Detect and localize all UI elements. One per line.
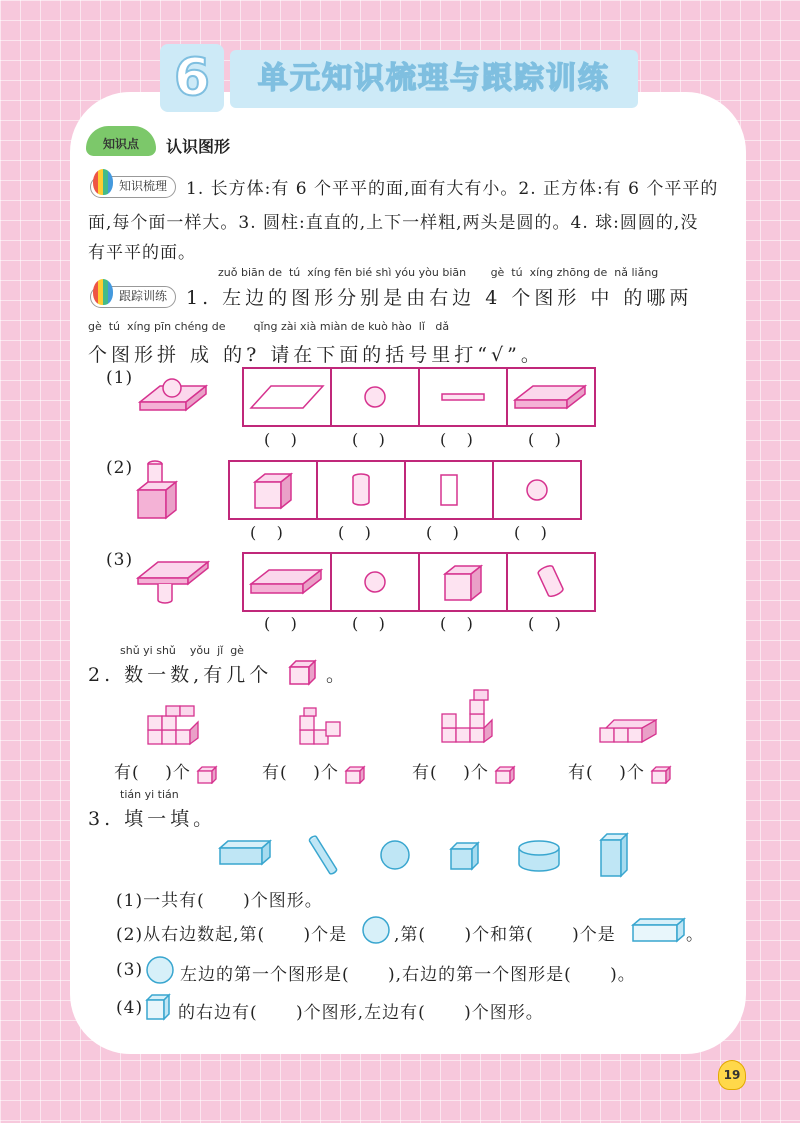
summary-tag-label: 知识梳理 bbox=[119, 179, 168, 193]
cube-icon bbox=[344, 764, 366, 784]
item-3-blank-1[interactable]: ( ) bbox=[264, 614, 297, 633]
cube-icon bbox=[144, 992, 172, 1022]
summary-tag bbox=[90, 176, 176, 198]
item-1-blank-2[interactable]: ( ) bbox=[352, 430, 385, 449]
cuboid-icon bbox=[630, 916, 688, 944]
item-1-label: (1) bbox=[106, 368, 134, 388]
item-2-options bbox=[228, 460, 582, 520]
q2-answer-4-text[interactable]: 有( )个 bbox=[568, 763, 645, 783]
q1-line-1: 1. 左边的图形分别是由右边 4 个图形 中 的哪两 bbox=[186, 287, 693, 309]
q2-answer-2-text[interactable]: 有( )个 bbox=[262, 763, 339, 783]
item-2-blank-2[interactable]: ( ) bbox=[338, 523, 371, 542]
q3-sub-4a: (4) bbox=[116, 998, 144, 1018]
item-3-label: (3) bbox=[106, 550, 134, 570]
item-3-blank-4[interactable]: ( ) bbox=[528, 614, 561, 633]
q1-line-2: 个图形拼 成 的? 请在下面的括号里打“√”。 bbox=[88, 344, 544, 366]
cube-shape bbox=[448, 840, 482, 872]
q2-pinyin: shǔ yi shǔ yǒu jǐ gè bbox=[120, 644, 244, 657]
q3-line: 3. 填一填。 bbox=[88, 808, 217, 830]
option-flat-cuboid[interactable] bbox=[244, 554, 332, 610]
item-1-options bbox=[242, 367, 596, 427]
item-2-label: (2) bbox=[106, 458, 134, 478]
summary-line-1: 1. 长方体:有 6 个平平的面,面有大有小。2. 正方体:有 6 个平平的 bbox=[186, 179, 719, 199]
q1-pinyin-1: zuǒ biān de tú xíng fēn bié shì yóu yòu biān gè tú xíng zhōng de nǎ liǎng bbox=[218, 266, 659, 279]
q2-answer-2 bbox=[262, 758, 366, 784]
option-bar[interactable] bbox=[420, 369, 508, 425]
option-tilted-cylinder[interactable] bbox=[508, 554, 594, 610]
short-cylinder-shape bbox=[516, 838, 562, 874]
cube-icon bbox=[196, 764, 218, 784]
q2-answer-1 bbox=[114, 758, 218, 784]
q3-pinyin: tián yi tián bbox=[120, 788, 179, 801]
page-number: 19 bbox=[718, 1060, 746, 1090]
q2-answer-1-text[interactable]: 有( )个 bbox=[114, 763, 191, 783]
balloon-icon bbox=[93, 169, 113, 195]
option-flat-cuboid[interactable] bbox=[508, 369, 594, 425]
option-cylinder[interactable] bbox=[318, 462, 406, 518]
cube-group-4 bbox=[598, 714, 660, 746]
q3-sub-3a: (3) bbox=[116, 960, 144, 980]
option-sphere[interactable] bbox=[332, 554, 420, 610]
tall-cuboid-shape bbox=[598, 832, 630, 878]
q3-sub-2b[interactable]: ,第( )个和第( )个是 bbox=[394, 925, 616, 945]
cube-group-3 bbox=[440, 688, 498, 746]
q2-answer-3-text[interactable]: 有( )个 bbox=[412, 763, 489, 783]
training-tag-label: 跟踪训练 bbox=[119, 289, 168, 303]
unit-number: 6 bbox=[160, 44, 224, 112]
unit-header bbox=[160, 44, 638, 112]
summary-line-2: 面,每个面一样大。3. 圆柱:直直的,上下一样粗,两头是圆的。4. 球:圆圆的,没 bbox=[88, 213, 699, 233]
cube-group-2 bbox=[298, 706, 346, 746]
item-1-blank-1[interactable]: ( ) bbox=[264, 430, 297, 449]
option-thin-rectangle[interactable] bbox=[244, 369, 332, 425]
item-3-options bbox=[242, 552, 596, 612]
training-tag bbox=[90, 286, 176, 308]
option-cube[interactable] bbox=[230, 462, 318, 518]
q2-end: 。 bbox=[326, 664, 350, 686]
q3-sub-2c: 。 bbox=[686, 925, 704, 945]
q3-sub-4b[interactable]: 的右边有( )个图形,左边有( )个图形。 bbox=[178, 1003, 544, 1023]
balloon-icon bbox=[93, 279, 113, 305]
sphere-icon bbox=[144, 954, 176, 986]
knowledge-point-badge: 知识点 bbox=[86, 126, 156, 156]
q2-answer-3 bbox=[412, 758, 516, 784]
sphere-icon bbox=[360, 914, 392, 946]
option-cube[interactable] bbox=[420, 554, 508, 610]
item-3-composite-shape bbox=[136, 556, 212, 606]
item-1-blank-4[interactable]: ( ) bbox=[528, 430, 561, 449]
cube-icon bbox=[494, 764, 516, 784]
item-3-blank-3[interactable]: ( ) bbox=[440, 614, 473, 633]
q2-line: 2. 数一数,有几个 bbox=[88, 664, 273, 686]
item-2-blank-4[interactable]: ( ) bbox=[514, 523, 547, 542]
knowledge-point-title: 认识图形 bbox=[166, 137, 231, 156]
sphere-shape bbox=[378, 838, 412, 872]
item-1-composite-shape bbox=[138, 372, 210, 414]
option-rectangle[interactable] bbox=[406, 462, 494, 518]
q1-pinyin-2: gè tú xíng pīn chéng de qǐng zài xià miàn de kuò hào lǐ dǎ bbox=[88, 320, 450, 333]
q3-sub-1[interactable]: (1)一共有( )个图形。 bbox=[116, 891, 323, 911]
item-2-composite-shape bbox=[132, 458, 182, 524]
option-sphere[interactable] bbox=[332, 369, 420, 425]
cube-group-1 bbox=[146, 704, 204, 746]
cube-icon bbox=[650, 764, 672, 784]
item-2-blank-1[interactable]: ( ) bbox=[250, 523, 283, 542]
option-sphere[interactable] bbox=[494, 462, 580, 518]
tilted-cylinder-shape bbox=[306, 832, 340, 878]
item-1-blank-3[interactable]: ( ) bbox=[440, 430, 473, 449]
q2-answer-4 bbox=[568, 758, 672, 784]
unit-title: 单元知识梳理与跟踪训练 bbox=[230, 50, 638, 108]
q3-sub-3b[interactable]: 左边的第一个图形是( ),右边的第一个图形是( )。 bbox=[180, 965, 636, 985]
item-3-blank-2[interactable]: ( ) bbox=[352, 614, 385, 633]
summary-line-3: 有平平的面。 bbox=[88, 243, 196, 263]
cube-icon bbox=[288, 658, 318, 686]
q3-sub-2a[interactable]: (2)从右边数起,第( )个是 bbox=[116, 925, 348, 945]
cuboid-shape bbox=[218, 838, 274, 868]
item-2-blank-3[interactable]: ( ) bbox=[426, 523, 459, 542]
